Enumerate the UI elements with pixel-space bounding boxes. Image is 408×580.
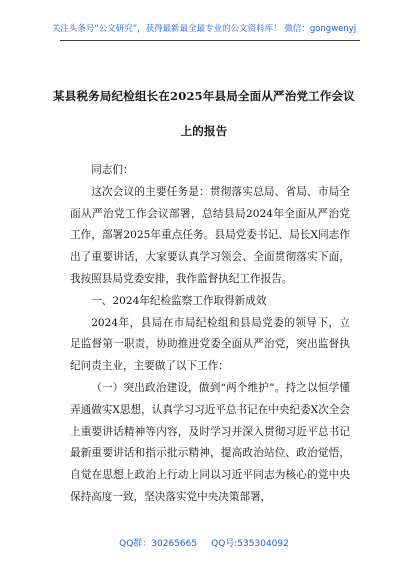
paragraph: 2024年，县局在市局纪检组和县局党委的领导下，立足监督第一职责，协助推进党委全面从严治党，突出监督执纪问责主业，主要做了以下工作： bbox=[70, 316, 350, 373]
document-body bbox=[70, 160, 350, 509]
header-divider bbox=[60, 40, 360, 41]
paragraph: 这次会议的主要任务是：贯彻落实总局、省局、市局全面从严治党工作会议部署，总结县局2024年全面从严治党工作，部署2025年重点任务。县局党委书记、局长X同志作出了重要讲话，大家要认真学习领会、全面贯彻落实下面，我按照县局党委安排，我作监督执纪工作报告。 bbox=[70, 185, 350, 285]
promo-banner: 关注头条号“公文研究”，获得最新最全最专业的公文资料库！ 微信：gongwenyj bbox=[51, 24, 357, 34]
qq-number: QQ号:535304092 bbox=[211, 539, 289, 549]
document-title-continued: 上的报告 bbox=[180, 124, 228, 138]
footer-contact bbox=[0, 536, 408, 549]
document-title: 某县税务局纪检组长在2025年县局全面从严治党工作会议 bbox=[53, 89, 355, 103]
paragraph: （一）突出政治建设，做到“两个维护”。持之以恒学懂弄通做实X思想，认真学习习近平总书记在中央纪委X次全会上重要讲话精神等内容，及时学习并深入贯彻习近平总书记最新重要讲话和指示批示精神，提高政治站位、政治觉悟，自觉在思想上政治上行动上同以习近平同志为核心的党中央保持高度一致，坚决落实党中央决策部署， bbox=[70, 381, 350, 503]
salutation: 同志们： bbox=[91, 164, 134, 176]
qq-group: QQ群：30265665 bbox=[119, 539, 198, 549]
section-heading: 一、2024年纪检监察工作取得新成效 bbox=[91, 294, 267, 307]
